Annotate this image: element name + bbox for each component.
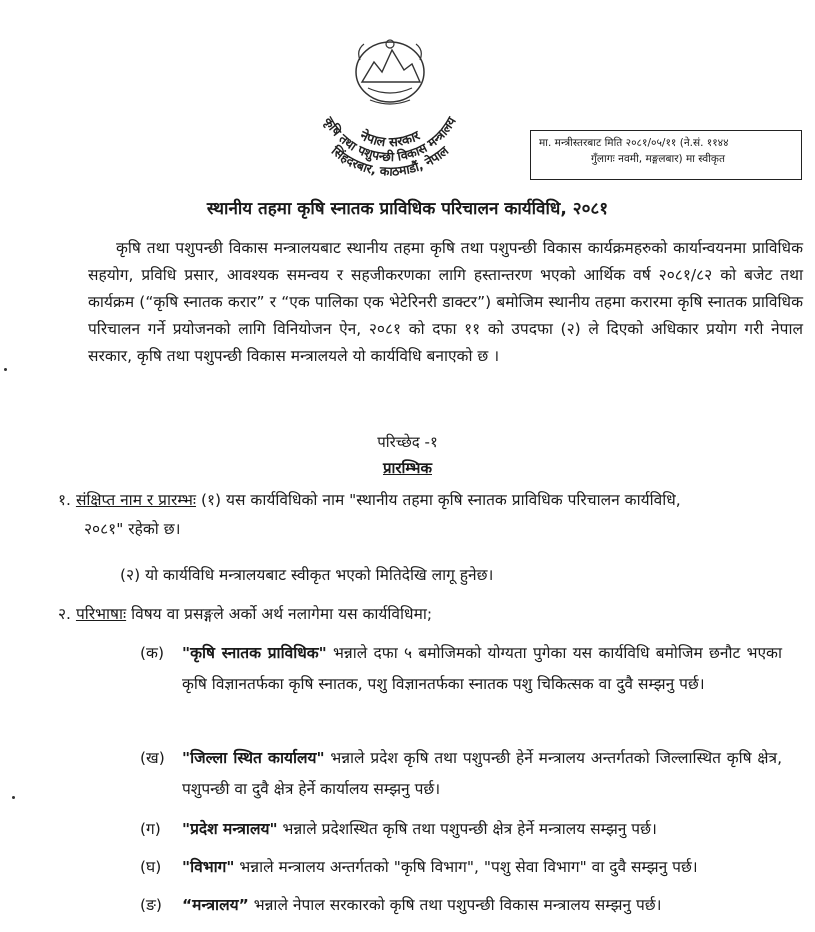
document-title: स्थानीय तहमा कृषि स्नातक प्राविधिक परिचालन कार्यविधि, २०८१	[206, 199, 609, 219]
government-emblem-seal	[300, 20, 480, 180]
clause-term: “मन्त्रालय”	[182, 896, 249, 914]
definition-clause-nga	[140, 890, 792, 921]
definition-clause-kha	[140, 743, 782, 805]
section-1-heading: संक्षिप्त नाम र प्रारम्भः	[75, 491, 197, 509]
scan-speck	[4, 368, 7, 371]
clause-mark: (क)	[140, 644, 164, 662]
approval-stamp-line-2: गुँलागः नवमी, मङ्गलबार) मा स्वीकृत	[591, 153, 725, 165]
approval-stamp	[530, 130, 802, 180]
scan-speck	[12, 796, 15, 799]
clause-mark: (घ)	[140, 858, 162, 876]
preamble-paragraph	[88, 235, 803, 370]
svg-text:नेपाल सरकार: नेपाल सरकार	[357, 128, 423, 151]
chapter-label: परिच्छेद -१	[377, 433, 438, 451]
approval-stamp-line-1: मा. मन्त्रीस्तरबाट मिति २०८१/०५/११ (ने.सं. ११४४	[539, 137, 729, 149]
clause-mark: (ख)	[140, 749, 165, 767]
section-2	[58, 600, 808, 629]
section-1-sub1-continued: २०८१" रहेको छ।	[84, 520, 181, 538]
chapter-title: प्रारम्भिक	[382, 459, 432, 477]
section-2-heading: परिभाषाः	[75, 605, 127, 623]
clause-term: "प्रदेश मन्त्रालय"	[182, 820, 278, 838]
section-1-sub1: (१) यस कार्यविधिको नाम "स्थानीय तहमा कृषि स्नातक प्राविधिक परिचालन कार्यविधि,	[200, 491, 681, 509]
clause-term: "जिल्ला स्थित कार्यालय"	[182, 749, 325, 767]
clause-text: भन्नाले दफा ५ बमोजिमको योग्यता पुगेका यस कार्यविधि बमोजिम छनौट भएका कृषि विज्ञानतर्फका कृषि स्नातक, पशु विज्ञानतर्फका स्नातक पशु चिकित्सक वा दुवै सम्झनु पर्छ।	[182, 644, 782, 693]
section-1-sub2: (२) यो कार्यविधि मन्त्रालयबाट स्वीकृत भएको मितिदेखि लागू हुनेछ।	[120, 566, 494, 584]
svg-text:सिंहदरबार, काठमाडौं, नेपाल: सिंहदरबार, काठमाडौं, नेपाल	[328, 142, 452, 179]
preamble-text: कृषि तथा पशुपन्छी विकास मन्त्रालयबाट स्थानीय तहमा कृषि तथा पशुपन्छी विकास कार्यक्रमहरुको कार्यान्वयनमा प्राविधिक सहयोग, प्रविधि प्रसार, आवश्यक समन्वय र सहजीकरणका लागि हस्तान्तरण भएको आर्थिक वर्ष २०८१/८२ को बजेट तथा कार्यक्रम (“कृषि स्नातक करार” र “एक पालिका एक भेटेरिनरी डाक्टर”) बमोजिम स्थानीय तहमा करारमा कृषि स्नातक प्राविधिक परिचालन गर्ने प्रयोजनको लागि विनियोजन ऐन, २०८१ को दफा ११ को उपदफा (२) ले दिएको अधिकार प्रयोग गरी नेपाल सरकार, कृषि तथा पशुपन्छी विकास मन्त्रालयले यो कार्यविधि बनाएको छ ।	[88, 239, 803, 365]
definition-clause-ka	[140, 638, 782, 700]
clause-text: भन्नाले नेपाल सरकारको कृषि तथा पशुपन्छी विकास मन्त्रालय सम्झनु पर्छ।	[253, 896, 662, 914]
clause-text: भन्नाले प्रदेशस्थित कृषि तथा पशुपन्छी क्षेत्र हेर्ने मन्त्रालय सम्झनु पर्छ।	[282, 820, 657, 838]
clause-text: भन्नाले मन्त्रालय अन्तर्गतको "कृषि विभाग", "पशु सेवा विभाग" वा दुवै सम्झनु पर्छ।	[239, 858, 698, 876]
definition-clause-ga	[140, 814, 792, 845]
definition-clause-gha	[140, 852, 792, 883]
clause-term: "कृषि स्नातक प्राविधिक"	[182, 644, 327, 662]
clause-term: "विभाग"	[182, 858, 235, 876]
section-1	[58, 486, 808, 515]
clause-text: भन्नाले प्रदेश कृषि तथा पशुपन्छी हेर्ने मन्त्रालय अन्तर्गतको जिल्लास्थित कृषि क्षेत्र, पशुपन्छी वा दुवै क्षेत्र हेर्ने कार्यालय सम्झनु पर्छ।	[182, 749, 782, 798]
section-2-number: २.	[58, 605, 71, 623]
section-2-intro: विषय वा प्रसङ्गले अर्को अर्थ नलागेमा यस कार्यविधिमा;	[131, 605, 433, 623]
svg-text:कृषि तथा पशुपन्छी विकास मन्त्र: कृषि तथा पशुपन्छी विकास मन्त्रालय	[321, 114, 459, 165]
section-1-number: १.	[58, 491, 71, 509]
clause-mark: (ङ)	[140, 896, 162, 914]
clause-mark: (ग)	[140, 820, 161, 838]
